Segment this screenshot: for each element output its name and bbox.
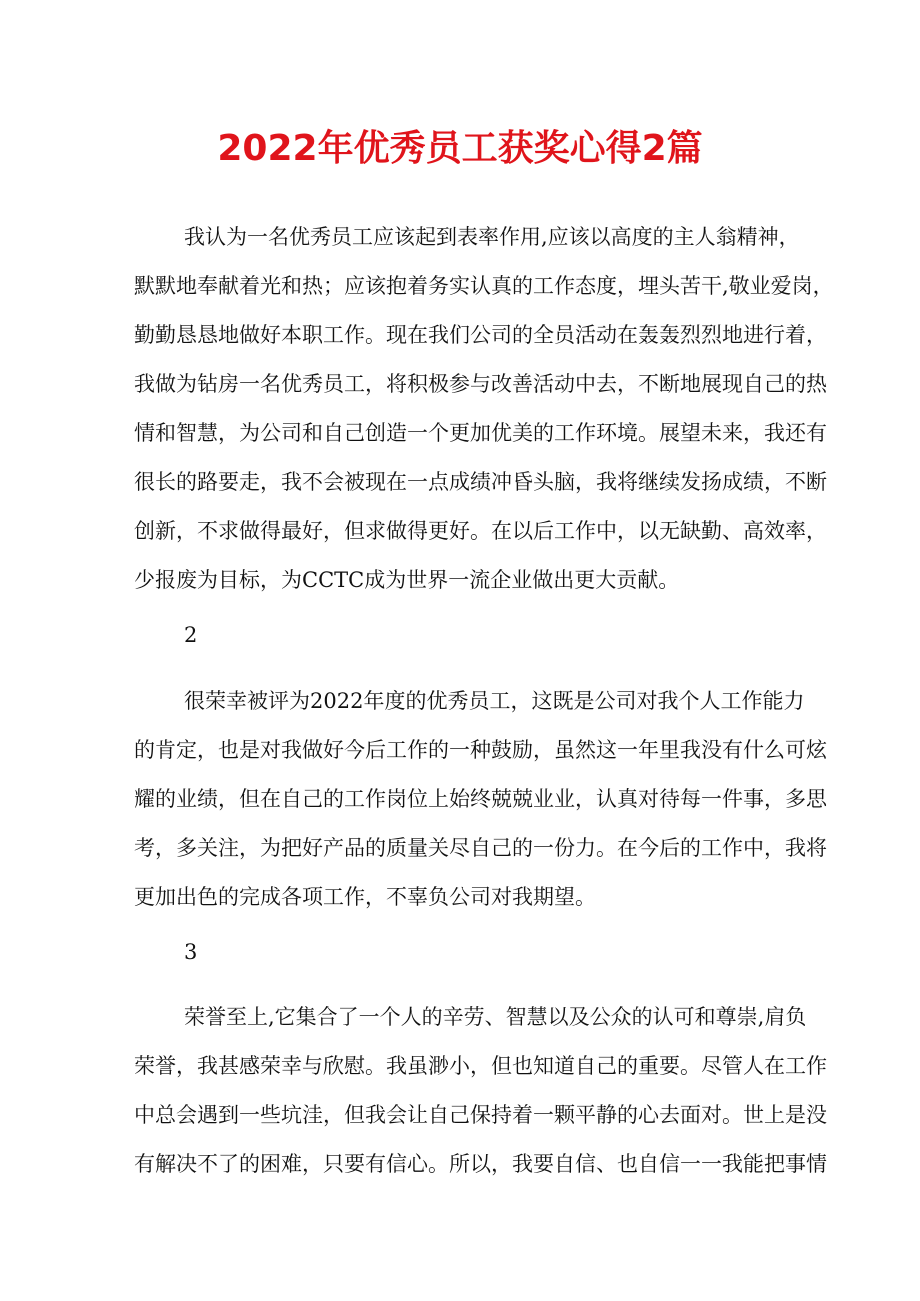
document-title: 2022年优秀员工获奖心得2篇 — [217, 128, 703, 169]
paragraph-line: 荣誉至上,它集合了一个人的辛劳、智慧以及公众的认可和尊崇,肩负 — [184, 1005, 807, 1029]
paragraph-line: 有解决不了的困难，只要有信心。所以，我要自信、也自信一一我能把事情 — [134, 1152, 827, 1176]
paragraph-line: 荣誉，我甚感荣幸与欣慰。我虽渺小，但也知道自己的重要。尽管人在工作 — [134, 1054, 827, 1078]
paragraph-line: 默默地奉献着光和热；应该抱着务实认真的工作态度，埋头苦干,敬业爱岗， — [134, 274, 834, 298]
paragraph-2 — [134, 677, 827, 922]
paragraph-line: 情和智慧，为公司和自己创造一个更加优美的工作环境。展望未来，我还有 — [134, 421, 827, 445]
paragraph-line: 中总会遇到一些坑洼，但我会让自己保持着一颗平静的心去面对。世上是没 — [134, 1103, 827, 1127]
section-number: 2 — [184, 623, 198, 647]
paragraph-line: 很长的路要走，我不会被现在一点成绩冲昏头脑，我将继续发扬成绩，不断 — [134, 470, 827, 494]
paragraph-line: 更加出色的完成各项工作，不辜负公司对我期望。 — [134, 885, 596, 909]
paragraph-1 — [134, 213, 834, 605]
section-number: 3 — [184, 940, 198, 964]
paragraph-line: 少报废为目标，为CCTC成为世界一流企业做出更大贡献。 — [134, 568, 680, 592]
paragraph-line: 我做为钻房一名优秀员工，将积极参与改善活动中去，不断地展现自己的热 — [134, 372, 827, 396]
paragraph-line: 考，多关注，为把好产品的质量关尽自己的一份力。在今后的工作中，我将 — [134, 836, 827, 860]
paragraph-line: 勤勤恳恳地做好本职工作。现在我们公司的全员活动在轰轰烈烈地进行着， — [134, 323, 827, 347]
paragraph-3 — [134, 993, 827, 1189]
paragraph-line: 很荣幸被评为2022年度的优秀员工，这既是公司对我个人工作能力 — [184, 689, 805, 713]
paragraph-line: 创新，不求做得最好，但求做得更好。在以后工作中，以无缺勤、高效率， — [134, 519, 827, 543]
paragraph-line: 的肯定，也是对我做好今后工作的一种鼓励，虽然这一年里我没有什么可炫 — [134, 738, 827, 762]
paragraph-line: 耀的业绩，但在自己的工作岗位上始终兢兢业业，认真对待每一件事，多思 — [134, 787, 827, 811]
paragraph-line: 我认为一名优秀员工应该起到表率作用,应该以高度的主人翁精神， — [184, 225, 800, 249]
